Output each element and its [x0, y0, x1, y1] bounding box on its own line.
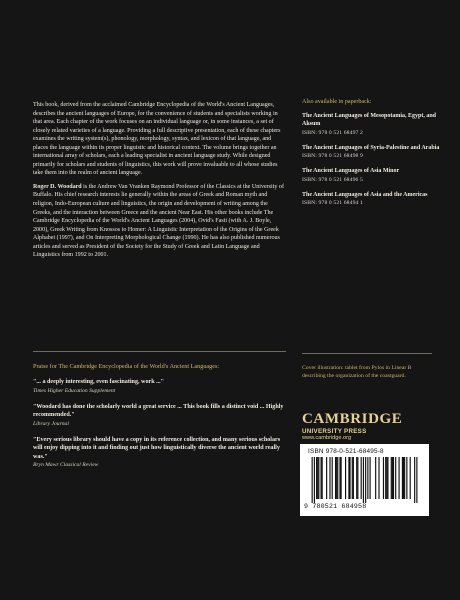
quote-item [33, 378, 287, 395]
barcode-bar [393, 457, 394, 499]
quote-source: Library Journal [33, 420, 69, 427]
praise-quotes [33, 378, 287, 477]
barcode-bar [403, 457, 404, 499]
barcode-bar [383, 457, 384, 499]
barcode-bar [341, 457, 342, 499]
barcode-bar [378, 457, 379, 499]
barcode-bar [316, 457, 317, 499]
barcode-bar [339, 457, 340, 499]
barcode-bar [392, 457, 393, 499]
author-name: Roger D. Woodard [33, 183, 82, 190]
description-paragraph: This book, derived from the acclaimed Cambridge Encyclopedia of the World's Ancient Languages, describes the ancient languages of Europe, for the convenience of students and specialists working in that area. Each chapter of the work focuses on an individual language or, in some instances, a set of closely related varieties of a language. Providing a full descriptive presentation, each of these chapters examines the writing system(s), phonology, morphology, syntax, and lexicon of that language, and places the language within its proper linguistic and historical context. The volume brings together an international array of scholars, each a leading specialist in ancient language study. While designed primarily for scholars and students of linguistics, this work will prove invaluable to all whose studies take them into the realm of ancient language. [33, 102, 281, 177]
sidebar-divider [302, 353, 432, 354]
barcode-bar [387, 457, 388, 499]
cover-illustration-credit: Cover illustration: tablet from Pylos in Linear B describing the organization of the coastguard. [302, 365, 412, 379]
book-description [33, 101, 286, 265]
publisher-press: UNIVERSITY PRESS [302, 428, 367, 435]
barcode-bar [314, 457, 315, 503]
ean-digits: 9 780521 684958 [304, 503, 367, 510]
barcode-bar [416, 457, 417, 503]
barcode-bar [391, 457, 392, 499]
book-title: The Ancient Languages of Asia and the Americas [302, 191, 428, 198]
related-book [302, 144, 442, 160]
barcode-bar [337, 457, 338, 499]
also-available-sidebar [302, 99, 442, 214]
barcode-bar [404, 457, 405, 499]
barcode-bar [386, 457, 387, 499]
barcode-bar [357, 457, 358, 499]
book-title: The Ancient Languages of Syria-Palestine and Arabia [302, 144, 440, 151]
isbn-label: ISBN 978-0-521-68495-8 [308, 448, 384, 455]
praise-heading: Praise for The Cambridge Encyclopedia of the World's Ancient Languages: [33, 363, 220, 370]
quote-item [33, 403, 287, 428]
barcode-bar [312, 457, 313, 503]
barcode-bar [414, 457, 415, 503]
barcode-bar [322, 457, 323, 499]
book-isbn: ISBN: 978 0 521 68494 1 [302, 200, 363, 207]
barcode-bar [317, 457, 318, 499]
barcode-bar [370, 457, 371, 499]
quote-source: Bryn Mawr Classical Review [33, 462, 99, 468]
barcode-bar [332, 457, 333, 499]
barcode-bar [352, 457, 353, 499]
barcode-bar [365, 457, 366, 503]
barcode-bar [318, 457, 319, 499]
barcode-bar [395, 457, 396, 499]
barcode-bar [320, 457, 321, 499]
book-isbn: ISBN: 978 0 521 68496 5 [302, 176, 363, 183]
barcode-bar [345, 457, 346, 499]
barcode-bar [336, 457, 337, 499]
book-title: The Ancient Languages of Asia Minor [302, 168, 400, 175]
barcode-bar [375, 457, 376, 499]
quote-text: "Every serious library should have a copy in its reference collection, and many serious scholars will enjoy dipping into it and finding out just how linguistically diverse the ancient world really was." [33, 436, 281, 460]
barcode-bar [326, 457, 327, 499]
book-isbn: ISBN: 978 0 521 68497 2 [302, 129, 363, 136]
barcode-bar [385, 457, 386, 499]
book-isbn: ISBN: 978 0 521 68498 9 [302, 153, 363, 160]
quote-text: "Woodard has done the scholarly world a great service ... This book fills a distinct void ... Highly recommended." [33, 403, 284, 418]
barcode-bar [402, 457, 403, 499]
barcode-panel [300, 444, 429, 516]
related-book [302, 191, 442, 207]
barcode-bar [348, 457, 349, 499]
barcode-bar [398, 457, 399, 499]
barcode-bar [361, 457, 362, 499]
barcode-bar [410, 457, 411, 499]
barcode-bar [335, 457, 336, 499]
barcode-bar [329, 457, 330, 499]
quote-source: Times Higher Education Supplement [33, 387, 116, 394]
quote-text: "... a deeply interesting, even fascinating, work ..." [33, 379, 165, 385]
author-paragraph [33, 183, 286, 260]
book-title: The Ancient Languages of Mesopotamia, Egypt, and Aksum [302, 113, 437, 128]
related-book [302, 112, 442, 137]
barcode-bar [353, 457, 354, 499]
barcode-image [306, 457, 423, 503]
quote-item [33, 436, 287, 470]
publisher-logo [302, 412, 432, 441]
barcode-bar [363, 457, 364, 503]
author-bio: is the Andrew Van Vranken Raymond Professor of the Classics at the University of Buffalo. His chief research interests lie generally within the areas of Greek and Roman myth and religion, Indo-European culture and linguistics, the origin and development of writing among the Greeks, and the interaction between Greece and the ancient Near East. His other books include The Cambridge Encyclopedia of the World's Ancient Languages (2004), Ovid's Fasti (with A. J. Boyle, 2000), Greek Writing from Knossos to Homer: A Linguistic Interpretation of the Origins of the Greek Alphabet (1997), and On Interpreting Morphological Change (1990). He has also published numerous articles and served as President of the Society for the Study of Greek and Latin Language and Linguistics from 1992 to 2001. [33, 183, 284, 259]
sidebar-heading: Also available in paperback: [302, 99, 372, 105]
publisher-url: www.cambridge.org [302, 435, 352, 441]
barcode-bar [349, 457, 350, 499]
section-divider [33, 351, 286, 352]
barcode-bar [356, 457, 357, 499]
barcode-bar [406, 457, 407, 499]
publisher-name: CAMBRIDGE [302, 411, 403, 427]
barcode-bar [367, 457, 368, 499]
related-book [302, 167, 442, 183]
